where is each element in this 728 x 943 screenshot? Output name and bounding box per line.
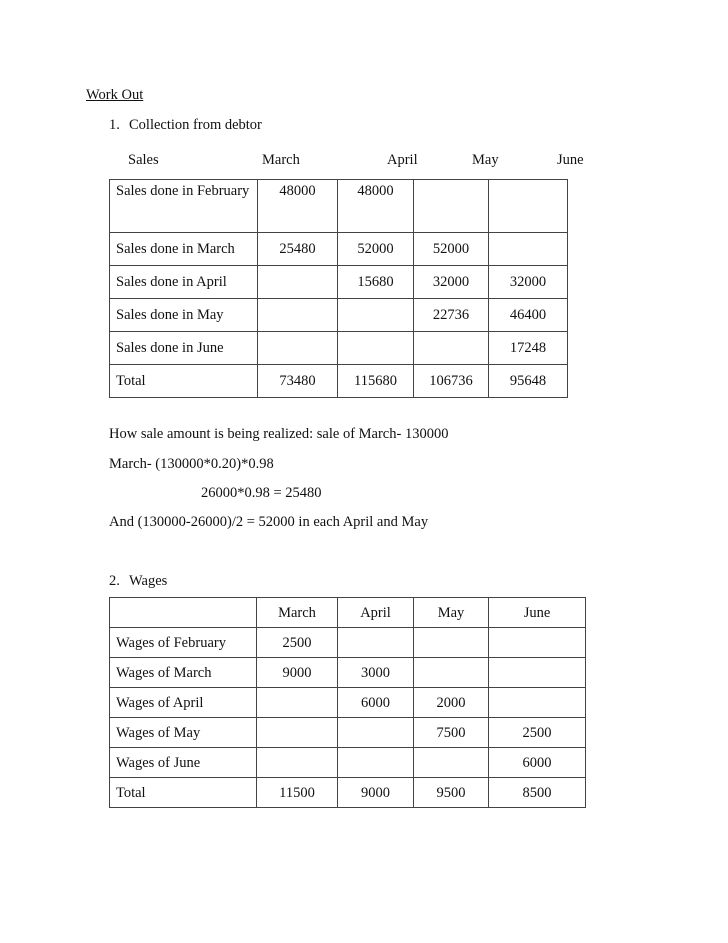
table-header-row xyxy=(110,598,586,628)
row-label: Sales done in February xyxy=(110,180,258,233)
header-march: March xyxy=(257,598,338,628)
row-label: Sales done in May xyxy=(110,299,258,332)
cell-april: 115680 xyxy=(338,365,414,398)
cell-june: 2500 xyxy=(489,718,586,748)
section-2-number: 2. xyxy=(109,573,120,589)
cell-march xyxy=(258,332,338,365)
wages-table xyxy=(109,597,586,808)
cell-april xyxy=(338,332,414,365)
header-june: June xyxy=(489,598,586,628)
table-row xyxy=(110,718,586,748)
header-may: May xyxy=(414,598,489,628)
row-label: Total xyxy=(110,365,258,398)
cell-may xyxy=(414,658,489,688)
cell-june xyxy=(489,688,586,718)
cell-march xyxy=(257,718,338,748)
sales-header-label: Sales xyxy=(128,152,159,168)
sales-header-june: June xyxy=(557,152,584,168)
explanation-line-1: How sale amount is being realized: sale of March- 130000 xyxy=(109,426,449,442)
cell-may xyxy=(414,748,489,778)
cell-march: 2500 xyxy=(257,628,338,658)
cell-may: 9500 xyxy=(414,778,489,808)
cell-may xyxy=(414,628,489,658)
row-label: Wages of June xyxy=(110,748,257,778)
cell-may xyxy=(414,332,489,365)
row-label: Sales done in April xyxy=(110,266,258,299)
cell-march xyxy=(258,266,338,299)
table-row xyxy=(110,180,568,233)
table-row-total xyxy=(110,778,586,808)
cell-april: 9000 xyxy=(338,778,414,808)
cell-april xyxy=(338,628,414,658)
cell-april: 3000 xyxy=(338,658,414,688)
cell-april: 48000 xyxy=(338,180,414,233)
header-label xyxy=(110,598,257,628)
cell-june xyxy=(489,628,586,658)
cell-june: 8500 xyxy=(489,778,586,808)
explanation-line-4: And (130000-26000)/2 = 52000 in each April and May xyxy=(109,514,429,530)
cell-may: 2000 xyxy=(414,688,489,718)
cell-june: 46400 xyxy=(489,299,568,332)
cell-june: 95648 xyxy=(489,365,568,398)
sales-header-april: April xyxy=(387,152,418,168)
cell-april: 52000 xyxy=(338,233,414,266)
cell-march xyxy=(257,748,338,778)
sales-header-march: March xyxy=(262,152,300,168)
row-label: Wages of May xyxy=(110,718,257,748)
cell-may: 32000 xyxy=(414,266,489,299)
cell-june: 32000 xyxy=(489,266,568,299)
table-row xyxy=(110,266,568,299)
table-row xyxy=(110,748,586,778)
row-label: Sales done in March xyxy=(110,233,258,266)
cell-march: 25480 xyxy=(258,233,338,266)
table-row xyxy=(110,299,568,332)
cell-may: 52000 xyxy=(414,233,489,266)
section-1-number: 1. xyxy=(109,117,120,133)
explanation-line-3: 26000*0.98 = 25480 xyxy=(201,485,322,501)
page-title: Work Out xyxy=(86,87,144,103)
cell-march: 73480 xyxy=(258,365,338,398)
cell-may: 106736 xyxy=(414,365,489,398)
table-row xyxy=(110,628,586,658)
cell-march xyxy=(257,688,338,718)
cell-may: 22736 xyxy=(414,299,489,332)
sales-header-may: May xyxy=(472,152,499,168)
cell-april xyxy=(338,299,414,332)
cell-march: 11500 xyxy=(257,778,338,808)
cell-april: 6000 xyxy=(338,688,414,718)
row-label: Wages of February xyxy=(110,628,257,658)
row-label: Sales done in June xyxy=(110,332,258,365)
cell-april xyxy=(338,748,414,778)
table-row-total xyxy=(110,365,568,398)
cell-june: 6000 xyxy=(489,748,586,778)
row-label: Wages of April xyxy=(110,688,257,718)
cell-june xyxy=(489,658,586,688)
table-row xyxy=(110,658,586,688)
cell-may xyxy=(414,180,489,233)
cell-june xyxy=(489,233,568,266)
table-row xyxy=(110,233,568,266)
cell-march xyxy=(258,299,338,332)
section-1-title: Collection from debtor xyxy=(129,117,262,133)
row-label: Total xyxy=(110,778,257,808)
explanation-line-2: March- (130000*0.20)*0.98 xyxy=(109,456,274,472)
table-row xyxy=(110,688,586,718)
cell-may: 7500 xyxy=(414,718,489,748)
cell-april: 15680 xyxy=(338,266,414,299)
section-2-title: Wages xyxy=(129,573,168,589)
cell-june xyxy=(489,180,568,233)
table-row xyxy=(110,332,568,365)
row-label: Wages of March xyxy=(110,658,257,688)
header-april: April xyxy=(338,598,414,628)
cell-march: 9000 xyxy=(257,658,338,688)
cell-june: 17248 xyxy=(489,332,568,365)
collection-table xyxy=(109,179,568,398)
cell-march: 48000 xyxy=(258,180,338,233)
cell-april xyxy=(338,718,414,748)
